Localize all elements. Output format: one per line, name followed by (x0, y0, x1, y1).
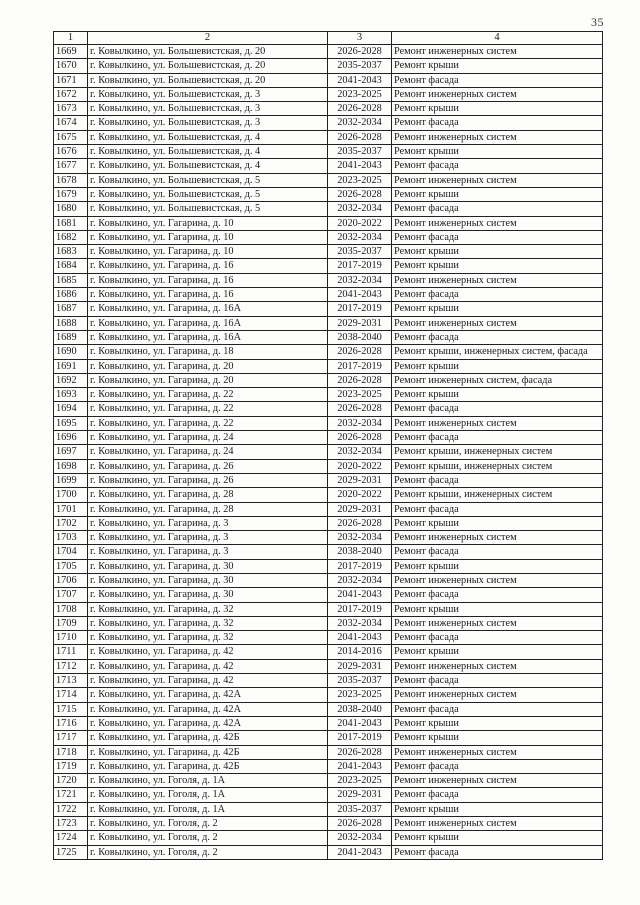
table-row (54, 516, 603, 530)
row-number-cell: 1711 (54, 645, 88, 659)
work-type-cell: Ремонт фасада (392, 230, 603, 244)
table-header (54, 32, 603, 45)
table-row (54, 602, 603, 616)
row-number-cell: 1713 (54, 674, 88, 688)
row-number-cell: 1672 (54, 87, 88, 101)
work-type-cell: Ремонт крыши, инженерных систем (392, 445, 603, 459)
work-type-cell: Ремонт крыши, инженерных систем (392, 459, 603, 473)
period-cell: 2032-2034 (328, 573, 392, 587)
work-type-cell: Ремонт фасада (392, 330, 603, 344)
row-number-cell: 1705 (54, 559, 88, 573)
row-number-cell: 1676 (54, 145, 88, 159)
address-cell: г. Ковылкино, ул. Гагарина, д. 42 (88, 645, 328, 659)
period-cell: 2038-2040 (328, 330, 392, 344)
row-number-cell: 1701 (54, 502, 88, 516)
period-cell: 2041-2043 (328, 159, 392, 173)
address-cell: г. Ковылкино, ул. Гагарина, д. 24 (88, 445, 328, 459)
work-type-cell: Ремонт фасада (392, 288, 603, 302)
address-cell: г. Ковылкино, ул. Гагарина, д. 10 (88, 245, 328, 259)
work-type-cell: Ремонт крыши (392, 388, 603, 402)
row-number-cell: 1675 (54, 130, 88, 144)
address-cell: г. Ковылкино, ул. Гагарина, д. 18 (88, 345, 328, 359)
row-number-cell: 1722 (54, 802, 88, 816)
period-cell: 2038-2040 (328, 545, 392, 559)
work-type-cell: Ремонт фасада (392, 588, 603, 602)
work-type-cell: Ремонт крыши (392, 831, 603, 845)
table-row (54, 245, 603, 259)
address-cell: г. Ковылкино, ул. Гагарина, д. 16 (88, 273, 328, 287)
address-cell: г. Ковылкино, ул. Гагарина, д. 20 (88, 373, 328, 387)
row-number-cell: 1681 (54, 216, 88, 230)
row-number-cell: 1689 (54, 330, 88, 344)
period-cell: 2026-2028 (328, 402, 392, 416)
table-row (54, 502, 603, 516)
address-cell: г. Ковылкино, ул. Гагарина, д. 22 (88, 416, 328, 430)
table-row (54, 145, 603, 159)
period-cell: 2020-2022 (328, 459, 392, 473)
table-row (54, 573, 603, 587)
row-number-cell: 1695 (54, 416, 88, 430)
address-cell: г. Ковылкино, ул. Гагарина, д. 30 (88, 573, 328, 587)
address-cell: г. Ковылкино, ул. Гагарина, д. 32 (88, 602, 328, 616)
table-row (54, 616, 603, 630)
period-cell: 2026-2028 (328, 516, 392, 530)
address-cell: г. Ковылкино, ул. Гоголя, д. 2 (88, 817, 328, 831)
row-number-cell: 1702 (54, 516, 88, 530)
period-cell: 2035-2037 (328, 802, 392, 816)
row-number-cell: 1700 (54, 488, 88, 502)
work-type-cell: Ремонт фасада (392, 788, 603, 802)
period-cell: 2032-2034 (328, 616, 392, 630)
work-type-cell: Ремонт инженерных систем (392, 573, 603, 587)
table-row (54, 459, 603, 473)
address-cell: г. Ковылкино, ул. Гагарина, д. 16 (88, 259, 328, 273)
period-cell: 2020-2022 (328, 216, 392, 230)
address-cell: г. Ковылкино, ул. Гагарина, д. 16А (88, 302, 328, 316)
period-cell: 2041-2043 (328, 845, 392, 859)
work-type-cell: Ремонт крыши, инженерных систем, фасада (392, 345, 603, 359)
address-cell: г. Ковылкино, ул. Большевистская, д. 20 (88, 59, 328, 73)
table-row (54, 445, 603, 459)
address-cell: г. Ковылкино, ул. Гагарина, д. 16 (88, 288, 328, 302)
address-cell: г. Ковылкино, ул. Гагарина, д. 30 (88, 588, 328, 602)
address-cell: г. Ковылкино, ул. Гагарина, д. 42Б (88, 759, 328, 773)
table-row (54, 130, 603, 144)
address-cell: г. Ковылкино, ул. Большевистская, д. 5 (88, 173, 328, 187)
table-row (54, 402, 603, 416)
work-type-cell: Ремонт инженерных систем (392, 273, 603, 287)
period-cell: 2026-2028 (328, 345, 392, 359)
row-number-cell: 1692 (54, 373, 88, 387)
period-cell: 2035-2037 (328, 145, 392, 159)
address-cell: г. Ковылкино, ул. Гоголя, д. 2 (88, 831, 328, 845)
period-cell: 2026-2028 (328, 817, 392, 831)
work-type-cell: Ремонт фасада (392, 845, 603, 859)
table-row (54, 674, 603, 688)
table-row (54, 316, 603, 330)
period-cell: 2041-2043 (328, 759, 392, 773)
table-row (54, 230, 603, 244)
table-row (54, 373, 603, 387)
table-row (54, 774, 603, 788)
address-cell: г. Ковылкино, ул. Гагарина, д. 10 (88, 216, 328, 230)
table-row (54, 488, 603, 502)
row-number-cell: 1708 (54, 602, 88, 616)
work-type-cell: Ремонт фасада (392, 159, 603, 173)
period-cell: 2023-2025 (328, 688, 392, 702)
row-number-cell: 1677 (54, 159, 88, 173)
table-row (54, 216, 603, 230)
period-cell: 2035-2037 (328, 245, 392, 259)
period-cell: 2029-2031 (328, 473, 392, 487)
work-type-cell: Ремонт фасада (392, 202, 603, 216)
period-cell: 2026-2028 (328, 102, 392, 116)
table-row (54, 73, 603, 87)
address-cell: г. Ковылкино, ул. Гагарина, д. 32 (88, 616, 328, 630)
table-row (54, 202, 603, 216)
row-number-cell: 1712 (54, 659, 88, 673)
table-row (54, 288, 603, 302)
address-cell: г. Ковылкино, ул. Большевистская, д. 3 (88, 116, 328, 130)
table-row (54, 45, 603, 59)
period-cell: 2032-2034 (328, 230, 392, 244)
period-cell: 2032-2034 (328, 531, 392, 545)
table-row (54, 759, 603, 773)
work-type-cell: Ремонт фасада (392, 73, 603, 87)
period-cell: 2035-2037 (328, 674, 392, 688)
row-number-cell: 1680 (54, 202, 88, 216)
period-cell: 2035-2037 (328, 59, 392, 73)
row-number-cell: 1710 (54, 631, 88, 645)
table-row (54, 559, 603, 573)
row-number-cell: 1696 (54, 431, 88, 445)
period-cell: 2026-2028 (328, 187, 392, 201)
table-row (54, 273, 603, 287)
address-cell: г. Ковылкино, ул. Гагарина, д. 42Б (88, 731, 328, 745)
address-cell: г. Ковылкино, ул. Большевистская, д. 20 (88, 45, 328, 59)
period-cell: 2023-2025 (328, 87, 392, 101)
period-cell: 2038-2040 (328, 702, 392, 716)
row-number-cell: 1671 (54, 73, 88, 87)
work-type-cell: Ремонт инженерных систем (392, 130, 603, 144)
period-cell: 2026-2028 (328, 745, 392, 759)
page-number: 35 (591, 15, 604, 29)
period-cell: 2032-2034 (328, 445, 392, 459)
row-number-cell: 1699 (54, 473, 88, 487)
table-row (54, 845, 603, 859)
period-cell: 2017-2019 (328, 602, 392, 616)
work-type-cell: Ремонт крыши (392, 516, 603, 530)
work-type-cell: Ремонт крыши (392, 716, 603, 730)
work-type-cell: Ремонт инженерных систем (392, 774, 603, 788)
work-type-cell: Ремонт фасада (392, 473, 603, 487)
address-cell: г. Ковылкино, ул. Большевистская, д. 3 (88, 87, 328, 101)
work-type-cell: Ремонт инженерных систем, фасада (392, 373, 603, 387)
row-number-cell: 1674 (54, 116, 88, 130)
row-number-cell: 1725 (54, 845, 88, 859)
period-cell: 2032-2034 (328, 202, 392, 216)
address-cell: г. Ковылкино, ул. Гагарина, д. 42 (88, 659, 328, 673)
row-number-cell: 1690 (54, 345, 88, 359)
row-number-cell: 1721 (54, 788, 88, 802)
address-cell: г. Ковылкино, ул. Гоголя, д. 1А (88, 802, 328, 816)
table-row (54, 388, 603, 402)
work-type-cell: Ремонт крыши (392, 802, 603, 816)
address-cell: г. Ковылкино, ул. Гагарина, д. 26 (88, 473, 328, 487)
address-cell: г. Ковылкино, ул. Гагарина, д. 42 (88, 674, 328, 688)
period-cell: 2023-2025 (328, 173, 392, 187)
work-type-cell: Ремонт фасада (392, 116, 603, 130)
table-row (54, 416, 603, 430)
address-cell: г. Ковылкино, ул. Гагарина, д. 3 (88, 545, 328, 559)
period-cell: 2029-2031 (328, 316, 392, 330)
work-type-cell: Ремонт крыши (392, 259, 603, 273)
work-type-cell: Ремонт фасада (392, 631, 603, 645)
address-cell: г. Ковылкино, ул. Большевистская, д. 5 (88, 202, 328, 216)
work-type-cell: Ремонт крыши (392, 145, 603, 159)
row-number-cell: 1670 (54, 59, 88, 73)
address-cell: г. Ковылкино, ул. Гагарина, д. 30 (88, 559, 328, 573)
row-number-cell: 1718 (54, 745, 88, 759)
row-number-cell: 1691 (54, 359, 88, 373)
work-type-cell: Ремонт фасада (392, 545, 603, 559)
address-cell: г. Ковылкино, ул. Гагарина, д. 20 (88, 359, 328, 373)
address-cell: г. Ковылкино, ул. Гагарина, д. 3 (88, 516, 328, 530)
period-cell: 2032-2034 (328, 116, 392, 130)
work-type-cell: Ремонт инженерных систем (392, 745, 603, 759)
period-cell: 2017-2019 (328, 302, 392, 316)
row-number-cell: 1686 (54, 288, 88, 302)
period-cell: 2029-2031 (328, 659, 392, 673)
address-cell: г. Ковылкино, ул. Большевистская, д. 4 (88, 145, 328, 159)
period-cell: 2032-2034 (328, 273, 392, 287)
table-row (54, 173, 603, 187)
address-cell: г. Ковылкино, ул. Гоголя, д. 1А (88, 788, 328, 802)
period-cell: 2020-2022 (328, 488, 392, 502)
address-cell: г. Ковылкино, ул. Гагарина, д. 3 (88, 531, 328, 545)
row-number-cell: 1709 (54, 616, 88, 630)
table-row (54, 659, 603, 673)
address-cell: г. Ковылкино, ул. Гагарина, д. 28 (88, 502, 328, 516)
work-type-cell: Ремонт инженерных систем (392, 817, 603, 831)
table-row (54, 545, 603, 559)
work-type-cell: Ремонт крыши (392, 59, 603, 73)
table-row (54, 359, 603, 373)
table-row (54, 688, 603, 702)
row-number-cell: 1697 (54, 445, 88, 459)
address-cell: г. Ковылкино, ул. Большевистская, д. 4 (88, 130, 328, 144)
address-cell: г. Ковылкино, ул. Большевистская, д. 5 (88, 187, 328, 201)
address-cell: г. Ковылкино, ул. Гагарина, д. 32 (88, 631, 328, 645)
period-cell: 2041-2043 (328, 631, 392, 645)
table-row (54, 731, 603, 745)
period-cell: 2032-2034 (328, 416, 392, 430)
row-number-cell: 1716 (54, 716, 88, 730)
row-number-cell: 1707 (54, 588, 88, 602)
row-number-cell: 1678 (54, 173, 88, 187)
row-number-cell: 1683 (54, 245, 88, 259)
table-row (54, 802, 603, 816)
header-col-4: 4 (392, 32, 603, 45)
table-row (54, 473, 603, 487)
period-cell: 2032-2034 (328, 831, 392, 845)
row-number-cell: 1715 (54, 702, 88, 716)
address-cell: г. Ковылкино, ул. Гагарина, д. 42Б (88, 745, 328, 759)
row-number-cell: 1669 (54, 45, 88, 59)
period-cell: 2017-2019 (328, 259, 392, 273)
address-cell: г. Ковылкино, ул. Гоголя, д. 2 (88, 845, 328, 859)
work-type-cell: Ремонт крыши (392, 645, 603, 659)
work-type-cell: Ремонт крыши (392, 187, 603, 201)
row-number-cell: 1706 (54, 573, 88, 587)
table-row (54, 330, 603, 344)
address-cell: г. Ковылкино, ул. Гагарина, д. 28 (88, 488, 328, 502)
table-row (54, 631, 603, 645)
work-type-cell: Ремонт фасада (392, 502, 603, 516)
work-type-cell: Ремонт крыши (392, 302, 603, 316)
work-type-cell: Ремонт инженерных систем (392, 416, 603, 430)
period-cell: 2041-2043 (328, 588, 392, 602)
table-row (54, 187, 603, 201)
work-type-cell: Ремонт крыши, инженерных систем (392, 488, 603, 502)
repair-schedule-table (53, 31, 603, 860)
work-type-cell: Ремонт крыши (392, 245, 603, 259)
table-row (54, 159, 603, 173)
period-cell: 2029-2031 (328, 788, 392, 802)
row-number-cell: 1723 (54, 817, 88, 831)
table-row (54, 745, 603, 759)
table-row (54, 102, 603, 116)
row-number-cell: 1724 (54, 831, 88, 845)
table-row (54, 588, 603, 602)
work-type-cell: Ремонт фасада (392, 402, 603, 416)
header-col-2: 2 (88, 32, 328, 45)
period-cell: 2017-2019 (328, 559, 392, 573)
table-row (54, 817, 603, 831)
table-row (54, 87, 603, 101)
work-type-cell: Ремонт фасада (392, 759, 603, 773)
table-row (54, 716, 603, 730)
address-cell: г. Ковылкино, ул. Гагарина, д. 22 (88, 402, 328, 416)
period-cell: 2041-2043 (328, 73, 392, 87)
period-cell: 2026-2028 (328, 373, 392, 387)
work-type-cell: Ремонт фасада (392, 702, 603, 716)
address-cell: г. Ковылкино, ул. Гагарина, д. 42А (88, 716, 328, 730)
work-type-cell: Ремонт фасада (392, 674, 603, 688)
row-number-cell: 1679 (54, 187, 88, 201)
period-cell: 2041-2043 (328, 288, 392, 302)
table-row (54, 788, 603, 802)
row-number-cell: 1714 (54, 688, 88, 702)
work-type-cell: Ремонт инженерных систем (392, 659, 603, 673)
row-number-cell: 1682 (54, 230, 88, 244)
address-cell: г. Ковылкино, ул. Гагарина, д. 42А (88, 702, 328, 716)
address-cell: г. Ковылкино, ул. Большевистская, д. 20 (88, 73, 328, 87)
table-row (54, 345, 603, 359)
row-number-cell: 1687 (54, 302, 88, 316)
address-cell: г. Ковылкино, ул. Гагарина, д. 42А (88, 688, 328, 702)
work-type-cell: Ремонт инженерных систем (392, 531, 603, 545)
work-type-cell: Ремонт инженерных систем (392, 173, 603, 187)
address-cell: г. Ковылкино, ул. Гагарина, д. 10 (88, 230, 328, 244)
address-cell: г. Ковылкино, ул. Большевистская, д. 3 (88, 102, 328, 116)
address-cell: г. Ковылкино, ул. Гагарина, д. 16А (88, 316, 328, 330)
row-number-cell: 1720 (54, 774, 88, 788)
header-col-1: 1 (54, 32, 88, 45)
address-cell: г. Ковылкино, ул. Большевистская, д. 4 (88, 159, 328, 173)
work-type-cell: Ремонт крыши (392, 731, 603, 745)
table-body (54, 45, 603, 860)
header-col-3: 3 (328, 32, 392, 45)
address-cell: г. Ковылкино, ул. Гагарина, д. 22 (88, 388, 328, 402)
period-cell: 2023-2025 (328, 388, 392, 402)
work-type-cell: Ремонт инженерных систем (392, 45, 603, 59)
work-type-cell: Ремонт крыши (392, 102, 603, 116)
work-type-cell: Ремонт крыши (392, 559, 603, 573)
table-row (54, 431, 603, 445)
row-number-cell: 1673 (54, 102, 88, 116)
row-number-cell: 1694 (54, 402, 88, 416)
row-number-cell: 1717 (54, 731, 88, 745)
period-cell: 2023-2025 (328, 774, 392, 788)
row-number-cell: 1684 (54, 259, 88, 273)
address-cell: г. Ковылкино, ул. Гагарина, д. 24 (88, 431, 328, 445)
row-number-cell: 1693 (54, 388, 88, 402)
table-row (54, 59, 603, 73)
row-number-cell: 1703 (54, 531, 88, 545)
period-cell: 2026-2028 (328, 431, 392, 445)
work-type-cell: Ремонт инженерных систем (392, 216, 603, 230)
table-row (54, 302, 603, 316)
work-type-cell: Ремонт инженерных систем (392, 316, 603, 330)
address-cell: г. Ковылкино, ул. Гагарина, д. 26 (88, 459, 328, 473)
work-type-cell: Ремонт крыши (392, 359, 603, 373)
header-row (54, 32, 603, 45)
table-row (54, 116, 603, 130)
work-type-cell: Ремонт инженерных систем (392, 616, 603, 630)
period-cell: 2017-2019 (328, 731, 392, 745)
table-row (54, 702, 603, 716)
period-cell: 2014-2016 (328, 645, 392, 659)
period-cell: 2026-2028 (328, 45, 392, 59)
period-cell: 2017-2019 (328, 359, 392, 373)
table-row (54, 531, 603, 545)
row-number-cell: 1719 (54, 759, 88, 773)
row-number-cell: 1698 (54, 459, 88, 473)
row-number-cell: 1704 (54, 545, 88, 559)
address-cell: г. Ковылкино, ул. Гоголя, д. 1А (88, 774, 328, 788)
table-row (54, 645, 603, 659)
work-type-cell: Ремонт крыши (392, 602, 603, 616)
address-cell: г. Ковылкино, ул. Гагарина, д. 16А (88, 330, 328, 344)
work-type-cell: Ремонт фасада (392, 431, 603, 445)
work-type-cell: Ремонт инженерных систем (392, 87, 603, 101)
work-type-cell: Ремонт инженерных систем (392, 688, 603, 702)
table-row (54, 259, 603, 273)
period-cell: 2029-2031 (328, 502, 392, 516)
table-row (54, 831, 603, 845)
period-cell: 2026-2028 (328, 130, 392, 144)
row-number-cell: 1685 (54, 273, 88, 287)
period-cell: 2041-2043 (328, 716, 392, 730)
row-number-cell: 1688 (54, 316, 88, 330)
